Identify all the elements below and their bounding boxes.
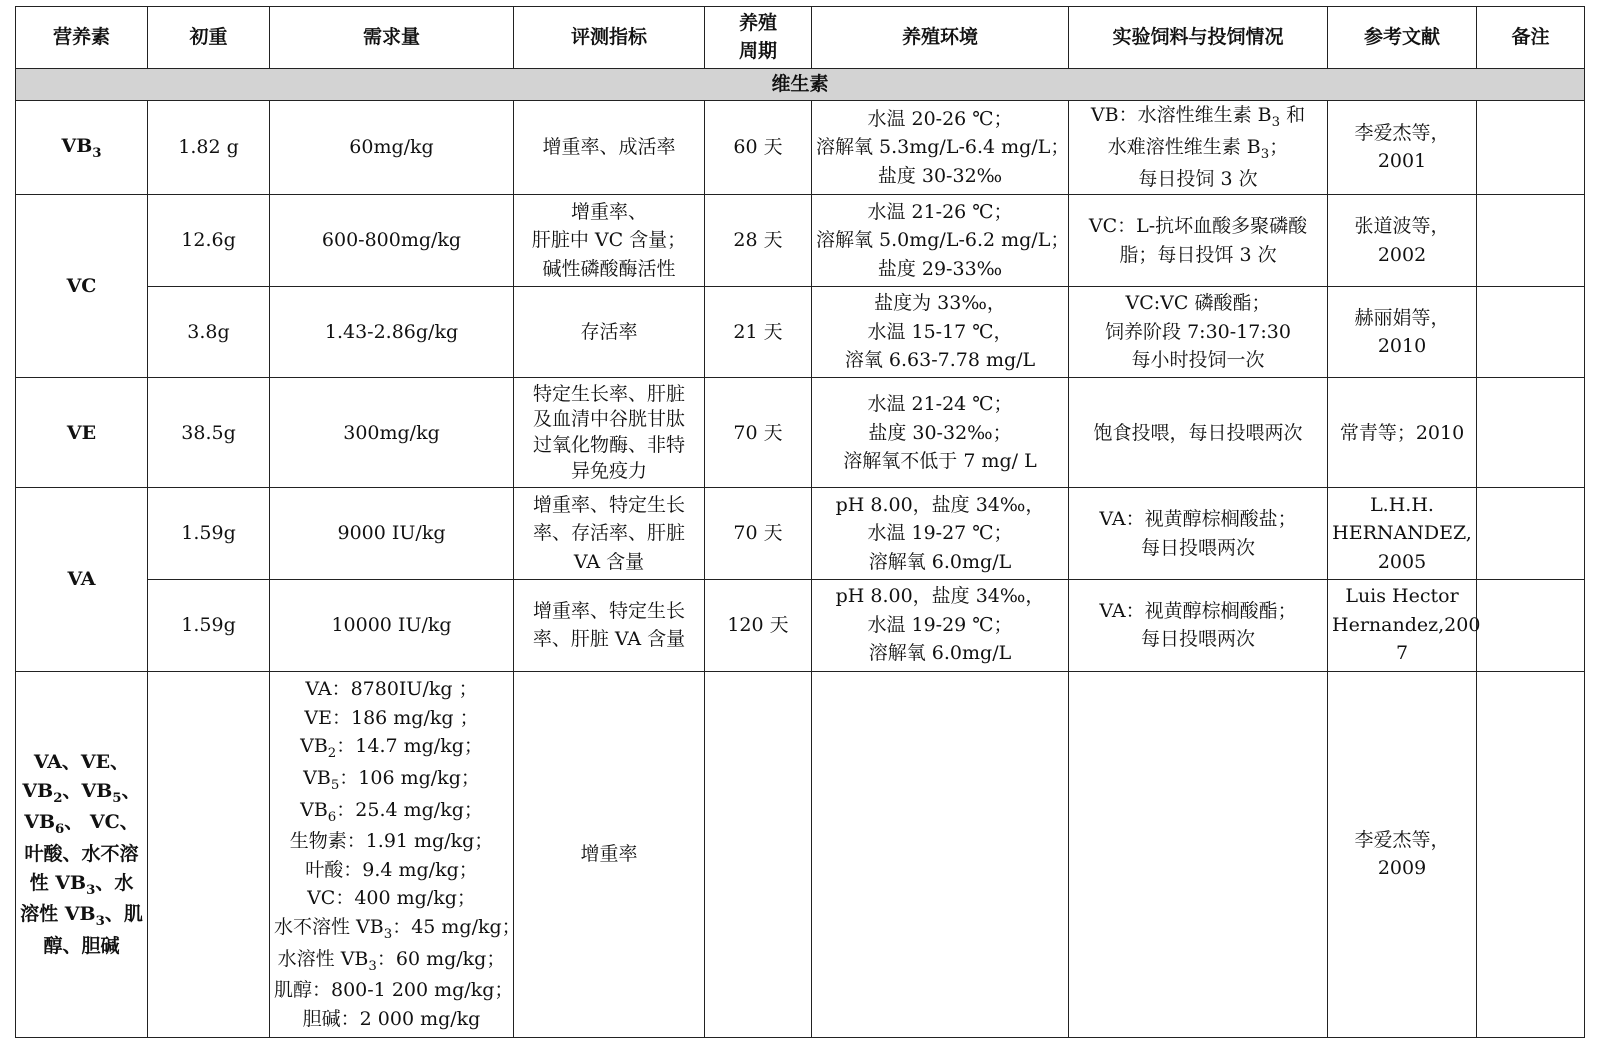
feed-cell: [1069, 195, 1328, 287]
weight-cell: 38.5g: [148, 378, 270, 488]
cell-line: VA：视黄醇棕榈酸酯；: [1099, 599, 1297, 622]
cell-line: $VB_6$、 VC、: [24, 811, 139, 838]
cell-line: VC:VC 磷酸酯；: [1125, 292, 1271, 315]
note-cell: [1477, 671, 1585, 1037]
period-cell: 28 天: [705, 195, 812, 287]
cell-line: 肌醇：800-1 200 mg/kg；: [274, 979, 514, 1002]
cell-line: 2002: [1377, 243, 1427, 266]
cell-line: 李爱杰等，: [1354, 828, 1450, 851]
cell-line: $VB_2$：14.7 mg/kg；: [300, 735, 483, 761]
table-row: [16, 378, 1585, 488]
weight-cell: 1.59g: [148, 488, 270, 580]
cell-line: 2009: [1377, 857, 1427, 880]
nutrient-cell: $VB_3$: [16, 100, 148, 195]
period-cell: [705, 671, 812, 1037]
requirement-cell: 600-800mg/kg: [270, 195, 514, 287]
cell-line: VC：400 mg/kg；: [307, 887, 476, 910]
reference-cell: [1328, 488, 1477, 580]
cell-line: 增重率、特定生长: [532, 599, 685, 622]
requirement-cell: 300mg/kg: [270, 378, 514, 488]
reference-cell: [1328, 579, 1481, 671]
environment-cell: [812, 378, 1069, 488]
section-row: [16, 69, 1585, 101]
weight-cell: 12.6g: [148, 195, 270, 287]
cell-line: 溶解氧 5.3mg/L-6.4 mg/L；: [816, 136, 1070, 159]
indicators-cell: [514, 579, 705, 671]
cell-line: 每日投喂两次: [1140, 536, 1255, 559]
cell-line: 每日投喂两次: [1140, 628, 1255, 651]
cell-line: 叶酸、水不溶: [24, 843, 139, 866]
cell-line: VB：水溶性维生素 $B_3$ 和: [1090, 104, 1306, 131]
cell-line: 2010: [1377, 335, 1427, 358]
weight-cell: 3.8g: [148, 286, 270, 378]
nutrient-cell: VA: [16, 488, 148, 671]
nutrient-cell: VC: [16, 195, 148, 378]
cell-line: 过氧化物酶、非特: [532, 433, 685, 456]
cell-line: 2001: [1377, 150, 1427, 173]
cell-line: pH 8.00，盐度 34‰，: [835, 493, 1045, 516]
feed-cell: [1069, 286, 1328, 378]
cell-line: 张道波等，: [1354, 215, 1450, 238]
weight-cell: 1.82 g: [148, 100, 270, 195]
reference-cell: [1328, 195, 1477, 287]
cell-line: 碱性磷酸酶活性: [542, 257, 676, 280]
cell-line: VA、VE、: [33, 751, 130, 774]
header-reference: 参考文献: [1328, 7, 1477, 69]
cell-line: VA：视黄醇棕榈酸盐；: [1099, 508, 1297, 531]
cell-line: 水温 20-26 ℃；: [867, 107, 1013, 130]
period-cell: 60 天: [705, 100, 812, 195]
environment-cell: [812, 100, 1069, 195]
cell-line: 脂；每日投饵 3 次: [1119, 243, 1277, 266]
environment-cell: [812, 488, 1069, 580]
indicators-cell: 增重率、成活率: [514, 100, 705, 195]
header-requirement: 需求量: [270, 7, 514, 69]
period-cell: 70 天: [705, 378, 812, 488]
indicators-cell: [514, 195, 705, 287]
cell-line: HERNANDEZ,: [1332, 522, 1472, 545]
cell-line: 饲养阶段 7:30-17:30: [1105, 320, 1291, 343]
cell-line: 特定生长率、肝脏: [532, 382, 685, 405]
cell-line: pH 8.00，盐度 34‰，: [835, 585, 1045, 608]
feed-cell: [1069, 579, 1328, 671]
requirement-cell: 60mg/kg: [270, 100, 514, 195]
cell-line: 水温 21-26 ℃；: [867, 200, 1013, 223]
environment-cell: [812, 671, 1069, 1037]
table-row: [16, 100, 1585, 195]
header-note: 备注: [1477, 7, 1585, 69]
cell-line: $VB_5$：106 mg/kg；: [303, 766, 480, 793]
cell-line: $VB_6$：25.4 mg/kg；: [300, 798, 483, 825]
cell-line: 率、肝脏 VA 含量: [532, 628, 686, 651]
table-row: [16, 671, 1585, 1037]
cell-line: 盐度为 33‰，: [874, 292, 1006, 315]
cell-line: 胆碱：2 000 mg/kg: [302, 1007, 481, 1030]
cell-line: 溶解氧不低于 7 mg/ L: [843, 450, 1037, 473]
period-cell: 21 天: [705, 286, 812, 378]
header-environment: 养殖环境: [812, 7, 1069, 69]
header-row: [16, 7, 1585, 69]
reference-cell: 常青等；2010: [1328, 378, 1477, 488]
period-cell: 70 天: [705, 488, 812, 580]
cell-line: 李爱杰等，: [1354, 121, 1450, 144]
table-row: [16, 488, 1585, 580]
cell-line: 增重率、: [570, 200, 647, 223]
reference-cell: [1328, 671, 1477, 1037]
cell-line: 每日投饲 3 次: [1138, 167, 1258, 190]
table-row: [16, 579, 1585, 671]
indicators-cell: 存活率: [514, 286, 705, 378]
note-cell: [1477, 286, 1585, 378]
section-title: 维生素: [16, 69, 1585, 101]
cell-line: $VB_2$、$VB_5$、: [22, 779, 141, 806]
cell-line: VA 含量: [573, 550, 645, 573]
feed-cell: [1069, 100, 1328, 195]
environment-cell: [812, 286, 1069, 378]
nutrient-cell: VE: [16, 378, 148, 488]
cell-line: 及血清中谷胱甘肽: [532, 408, 685, 431]
cell-line: 水温 19-29 ℃；: [867, 613, 1013, 636]
cell-line: 性 $VB_3$、水: [29, 871, 134, 898]
cell-line: 每小时投饲一次: [1131, 349, 1265, 372]
cell-line: L.H.H.: [1370, 493, 1434, 516]
cell-line: 肝脏中 VC 含量；: [531, 229, 687, 252]
requirement-cell: 10000 IU/kg: [270, 579, 514, 671]
cell-line: 溶氧 6.63-7.78 mg/L: [844, 349, 1036, 372]
cell-line: 生物素：1.91 mg/kg；: [289, 830, 494, 853]
cell-line: 水不溶性 $VB_3$：45 mg/kg；: [274, 915, 521, 942]
cell-line: 叶酸：9.4 mg/kg；: [305, 858, 478, 881]
feed-cell: [1069, 488, 1328, 580]
note-cell: [1477, 488, 1585, 580]
cell-line: 溶解氧 6.0mg/L: [868, 642, 1012, 665]
note-cell: [1477, 195, 1585, 287]
requirement-cell: 9000 IU/kg: [270, 488, 514, 580]
table-row: [16, 195, 1585, 287]
period-cell: 120 天: [705, 579, 812, 671]
cell-line: VE：186 mg/kg ；: [304, 706, 479, 729]
cell-line: 醇、胆碱: [43, 934, 120, 957]
header-feed: 实验饲料与投饲情况: [1069, 7, 1328, 69]
cell-line: 水温 19-27 ℃；: [867, 522, 1013, 545]
note-cell: [1477, 100, 1585, 195]
cell-line: 水难溶性维生素 $B_3$；: [1107, 136, 1289, 162]
cell-line: Luis Hector: [1345, 585, 1459, 608]
cell-line: 水溶性 $VB_3$：60 mg/kg；: [277, 947, 506, 974]
weight-cell: [148, 671, 270, 1037]
cell-line: 溶性 $VB_3$、肌: [20, 903, 143, 930]
cell-line: Hernandez,200: [1332, 613, 1481, 636]
cell-line: 溶解氧 5.0mg/L-6.2 mg/L；: [816, 229, 1070, 252]
cell-line: 盐度 30-32‰；: [868, 421, 1012, 444]
note-cell: [1477, 378, 1585, 488]
cell-line: 7: [1395, 642, 1409, 665]
header-nutrient: 营养素: [16, 7, 148, 69]
header-indicators: 评测指标: [514, 7, 705, 69]
cell-line: 水温 21-24 ℃；: [867, 393, 1013, 416]
indicators-cell: [514, 378, 705, 488]
cell-line: 异免疫力: [570, 459, 647, 482]
reference-cell: [1328, 286, 1477, 378]
reference-cell: [1328, 100, 1477, 195]
indicators-cell: [514, 488, 705, 580]
weight-cell: 1.59g: [148, 579, 270, 671]
header-initial-weight: 初重: [148, 7, 270, 69]
feed-cell: [1069, 671, 1328, 1037]
nutrient-cell: [16, 671, 148, 1037]
cell-line: 水温 15-17 ℃，: [867, 320, 1013, 343]
environment-cell: [812, 195, 1069, 287]
feed-cell: 饱食投喂，每日投喂两次: [1069, 378, 1328, 488]
requirement-cell: [270, 671, 521, 1037]
cell-line: 赫丽娟等，: [1354, 306, 1450, 329]
table-row: [16, 286, 1585, 378]
cell-line: 盐度 30-32‰: [877, 164, 1003, 187]
cell-line: VA：8780IU/kg ；: [305, 678, 478, 701]
indicators-cell: 增重率: [514, 671, 705, 1037]
cell-line: 盐度 29-33‰: [877, 257, 1003, 280]
cell-line: 2005: [1377, 550, 1427, 573]
cell-line: 溶解氧 6.0mg/L: [868, 550, 1012, 573]
requirement-cell: 1.43-2.86g/kg: [270, 286, 514, 378]
environment-cell: [812, 579, 1069, 671]
cell-line: 增重率、特定生长: [532, 493, 685, 516]
cell-line: VC：L-抗坏血酸多聚磷酸: [1088, 215, 1308, 238]
vitamin-requirement-table: [15, 6, 1585, 1038]
note-cell: [1477, 579, 1585, 671]
cell-line: 率、存活率、肝脏: [532, 522, 685, 545]
header-period: 养殖 周期: [705, 7, 812, 69]
